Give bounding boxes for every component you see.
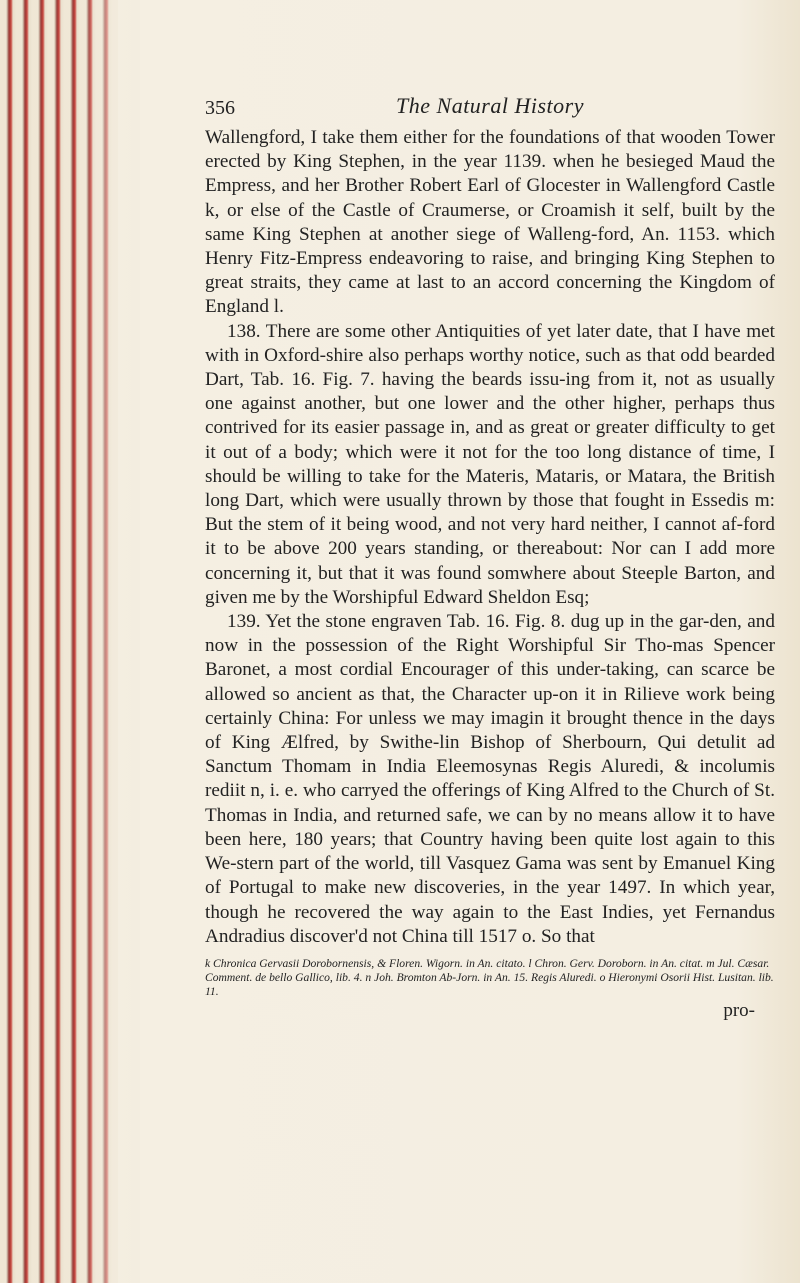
binding-shadow: [80, 0, 140, 1283]
paragraph-continuation: Wallengford, I take them either for the foundations of that wooden Tower erected by King Stephen, in the year 1139. when he besieged Maud the Empress, and her Brother Robert Earl of Glocester in Wallengford Castle k, or else of the Castle of Craumerse, or Croamish it self, built by the same King Stephen at another siege of Walleng-ford, An. 1153. which Henry Fitz-Empress endeavoring to raise, and bringing King Stephen to great straits, they came at last to an accord concerning the Kingdom of England l.: [205, 127, 775, 318]
footnotes: k Chronica Gervasii Dorobornensis, & Floren. Wigorn. in An. citato. l Chron. Gerv. Doroborn. in An. citat. m Jul. Cæsar. Comment. de bello Gallico, lib. 4. n Joh. Bromton Ab-Jorn. in An. 15. Regis Aluredi. o Hieronymi Osorii Hist. Lusitan. lib. 11.: [205, 956, 774, 998]
page-header: [205, 92, 775, 126]
catchword: pro-: [723, 999, 755, 1021]
paragraph-139: 139. Yet the stone engraven Tab. 16. Fig. 8. dug up in the gar-den, and now in the possession of the Right Worshipful Sir Tho-mas Spencer Baronet, a most cordial Encourager of this under-taking, can scarce be allowed so ancient as that, the Character up-on it in Rilieve work being certainly China: For unless we may imagin it brought thence in the days of King Ælfred, by Swithe-lin Bishop of Sherbourn, Qui detulit ad Sanctum Thomam in India Eleemosynas Regis Aluredi, & incolumis rediit n, i. e. who carryed the offerings of King Alfred to the Church of St. Thomas in India, and returned safe, we can by no means allow it to have been here, 180 years; that Country having been quite lost again to this We-stern part of the world, till Vasquez Gama was sent by Emanuel King of Portugal to make new discoveries, in the year 1497. In which year, though he recovered the way again to the East Indies, yet Fernandus Andradius discover'd not China till 1517 o. So that: [205, 611, 775, 947]
paragraph-138: 138. There are some other Antiquities of yet later date, that I have met with in Oxford-shire also perhaps worthy notice, such as that odd bearded Dart, Tab. 16. Fig. 7. having the beards issu-ing from it, not as usually one against another, but one lower and the other higher, perhaps thus contrived for its easier passage in, and as great or greater difficulty to get it out of a body; which were it not for the too long distance of time, I should be willing to take for the Materis, Mataris, or Matara, the British long Dart, which were usually thrown by those that fought in Essedis m: But the stem of it being wood, and not very hard neither, I cannot af-ford it to be above 200 years standing, or thereabout: Nor can I add more concerning it, but that it was found somwhere about Steeple Barton, and given me by the Worshipful Edward Sheldon Esq;: [205, 320, 775, 608]
page-text-block: [205, 92, 775, 1023]
running-title: The Natural History: [396, 93, 584, 118]
page-number: 356: [205, 97, 235, 119]
